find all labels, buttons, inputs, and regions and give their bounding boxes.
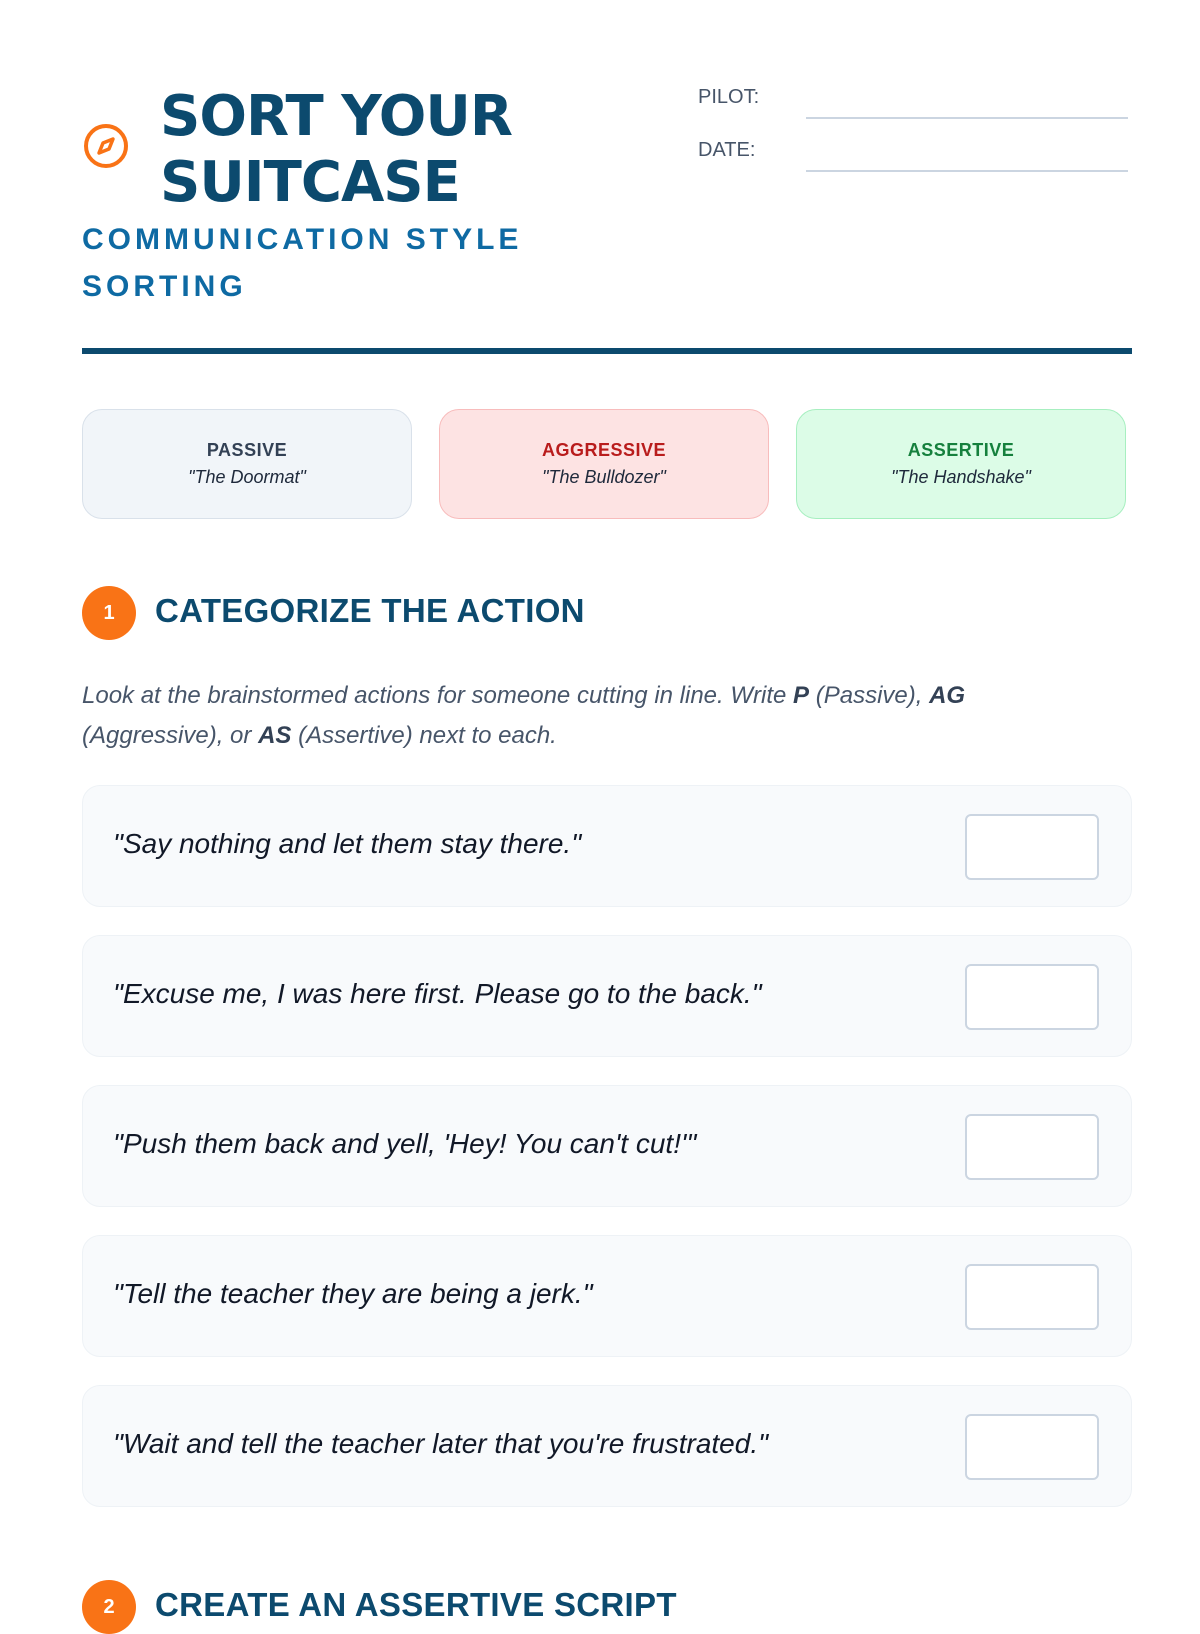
- page-subtitle: COMMUNICATION STYLE SORTING: [82, 223, 523, 303]
- style-legend: [82, 409, 1132, 519]
- pilot-field[interactable]: [698, 84, 1132, 137]
- code-aggressive: AG: [929, 682, 966, 709]
- legend-name: PASSIVE: [206, 440, 288, 460]
- instructions-text: (Passive),: [809, 682, 930, 709]
- legend-name: AGGRESSIVE: [541, 440, 667, 460]
- section-title: CATEGORIZE THE ACTION: [155, 592, 585, 629]
- date-write-line[interactable]: [806, 170, 1128, 172]
- answer-box[interactable]: [965, 1414, 1099, 1480]
- action-row: [82, 1085, 1132, 1207]
- answer-box[interactable]: [965, 814, 1099, 880]
- title-line-2: SUITCASE: [160, 150, 460, 215]
- code-assertive: AS: [258, 722, 292, 749]
- action-text: "Say nothing and let them stay there.": [113, 828, 582, 859]
- legend-nickname: "The Doormat": [188, 467, 306, 487]
- action-row: [82, 1235, 1132, 1357]
- answer-box[interactable]: [965, 1264, 1099, 1330]
- legend-nickname: "The Handshake": [891, 467, 1031, 487]
- legend-card-aggressive: [439, 409, 769, 519]
- name-date-fields: [698, 84, 1132, 190]
- date-label: DATE:: [698, 139, 756, 161]
- action-text: "Wait and tell the teacher later that you're frustrated.": [113, 1428, 769, 1459]
- worksheet-page: [82, 0, 1132, 1623]
- instructions-text: (Aggressive), or: [82, 722, 259, 749]
- action-row: [82, 785, 1132, 907]
- page-title: [160, 84, 680, 216]
- compass-icon: [82, 122, 130, 170]
- action-list: [82, 785, 1132, 1535]
- step-number-badge: 2: [82, 1580, 136, 1634]
- instructions-text: (Assertive) next to each.: [291, 722, 557, 749]
- legend-card-assertive: [796, 409, 1126, 519]
- pilot-write-line[interactable]: [806, 117, 1128, 119]
- action-text: "Push them back and yell, 'Hey! You can't cut!'": [113, 1128, 697, 1159]
- worksheet-header: [82, 84, 1132, 354]
- answer-box[interactable]: [965, 1114, 1099, 1180]
- section-2-heading: [82, 1580, 1132, 1634]
- legend-card-passive: [82, 409, 412, 519]
- header-divider: [82, 348, 1132, 354]
- action-text: "Excuse me, I was here first. Please go to the back.": [113, 978, 762, 1009]
- step-number-badge: 1: [82, 586, 136, 640]
- action-row: [82, 935, 1132, 1057]
- section-1-instructions: [82, 676, 1092, 756]
- action-row: [82, 1385, 1132, 1507]
- section-1-heading: [82, 586, 1132, 640]
- legend-nickname: "The Bulldozer": [542, 467, 666, 487]
- answer-box[interactable]: [965, 964, 1099, 1030]
- code-passive: P: [793, 682, 810, 709]
- section-title: CREATE AN ASSERTIVE SCRIPT: [155, 1586, 677, 1623]
- date-field[interactable]: [698, 137, 1132, 190]
- pilot-label: PILOT:: [698, 86, 760, 108]
- title-line-1: SORT YOUR: [160, 84, 512, 149]
- instructions-text: Look at the brainstormed actions for someone cutting in line. Write: [82, 682, 794, 709]
- action-text: "Tell the teacher they are being a jerk.": [113, 1278, 593, 1309]
- legend-name: ASSERTIVE: [907, 440, 1015, 460]
